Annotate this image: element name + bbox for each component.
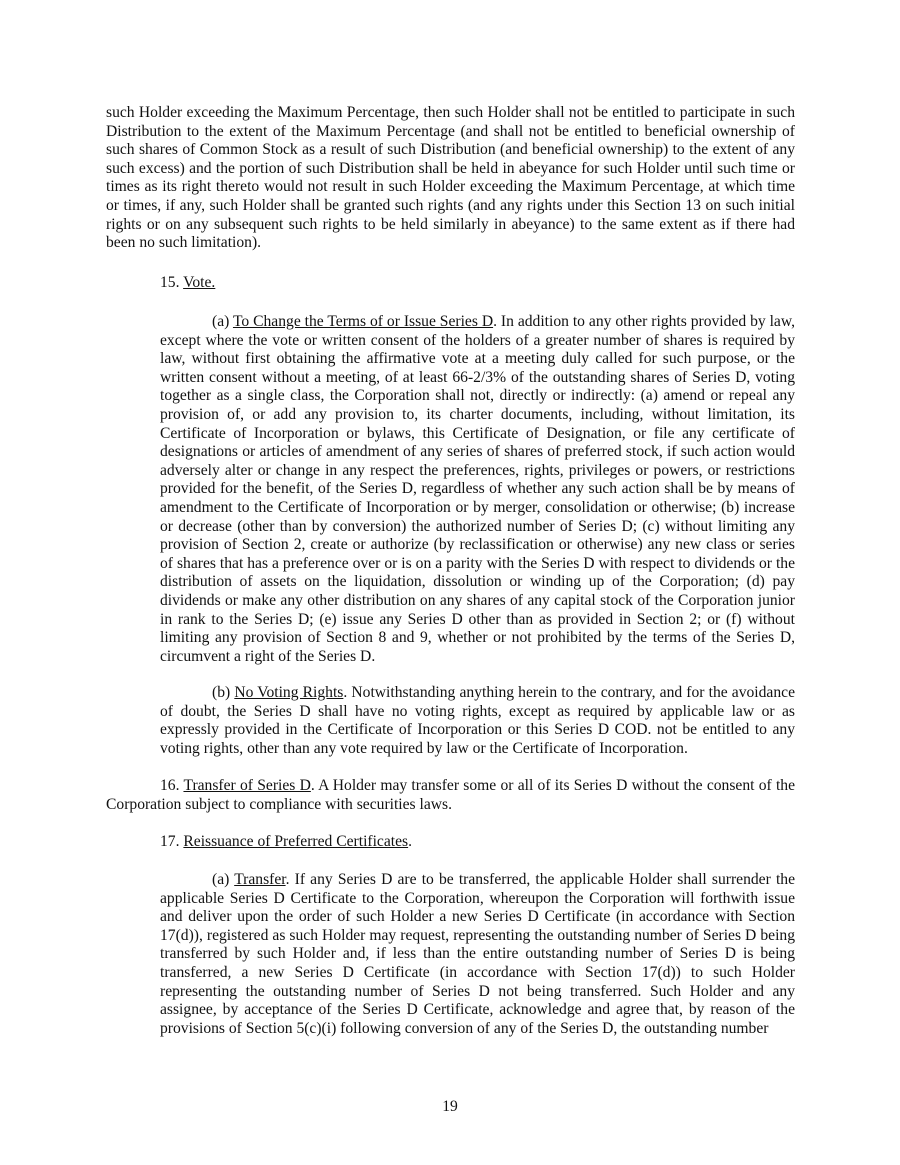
section-16-title: Transfer of Series D [183,777,311,794]
section-15a-text: . In addition to any other rights provided by law, except where the vote or written consent of the holders of a greater number of shares is required by law, without first obtaining the affirmative vote at a meeting duly called for such purpose, or the written consent without a meeting, of at least 66-2/3% of the outstanding shares of Series D, voting together as a single class, the Corporation shall not, directly or indirectly: (a) amend or repeal any provision of, or add any provision to, its charter documents, including, without limitation, its Certificate of Incorporation or bylaws, this Certificate of Designation, or file any certificate of designations or articles of amendment of any series of shares of preferred stock, if such action would adversely alter or change in any respect the preferences, rights, privileges or powers, or restrictions provided for the benefit, of the Series D, regardless of whether any such action shall be by means of amendment to the Certificate of Incorporation or by merger, consolidation or otherwise; (b) increase or decrease (other than by conversion) the authorized number of Series D; (c) without limiting any provision of Section 2, create or authorize (by reclassification or otherwise) any new class or series of shares that has a preference over or is on a parity with the Series D with respect to dividends or the distribution of assets on the liquidation, dissolution or winding up of the Corporation; (d) pay dividends or make any other distribution on any shares of any capital stock of the Corporation junior in rank to the Series D; (e) issue any Series D other than as provided in Section 2; or (f) without limiting any provision of Section 8 and 9, whether or not prohibited by the terms of the Series D, circumvent a right of the Series D. [160,313,795,665]
section-17a-title: Transfer [234,871,286,888]
section-15b-title: No Voting Rights [234,684,344,701]
section-15b-paragraph [160,684,795,758]
section-15-title: Vote. [183,274,216,291]
section-15b-label: (b) [212,684,235,701]
section-15-heading [160,274,215,293]
section-17-title-end: . [408,833,413,850]
page-number: 19 [442,1098,458,1115]
section-17a-label: (a) [212,871,235,888]
section-16-number: 16. [160,777,184,794]
section-15b-text: . Notwithstanding anything herein to the contrary, and for the avoidance of doubt, the Series D shall have no voting rights, except as required by applicable law or as expressly provided in the Certificate of Incorporation or this Series D COD. not be entitled to any voting rights, other than any vote required by law or the Certificate of Incorporation. [160,684,795,757]
section-15a-title: To Change the Terms of or Issue Series D [232,313,494,330]
section-17a-text: . If any Series D are to be transferred, the applicable Holder shall surrender the applicable Series D Certificate to the Corporation, whereupon the Corporation will forthwith issue and deliver upon the order of such Holder a new Series D Certificate (in accordance with Section 17(d)), registered as such Holder may request, representing the outstanding number of Series D being transferred by such Holder and, if less than the entire outstanding number of Series D is being transferred, a new Series D Certificate (in accordance with Section 17(d)) to such Holder representing the outstanding number of Series D not being transferred. Such Holder and any assignee, by acceptance of the Series D Certificate, acknowledge and agree that, by reason of the provisions of Section 5(c)(i) following conversion of any of the Series D, the outstanding number [160,871,795,1037]
section-15-number: 15. [160,274,184,291]
section-17-heading [160,833,412,852]
section-15a-paragraph [160,313,795,666]
section-17-number: 17. [160,833,184,850]
section-17a-paragraph [160,871,795,1038]
intro-paragraph: such Holder exceeding the Maximum Percentage, then such Holder shall not be entitled to participate in such Distribution to the extent of the Maximum Percentage (and shall not be entitled to beneficial ownership of such shares of Common Stock as a result of such Distribution (and beneficial ownership) to the extent of any such excess) and the portion of such Distribution shall be held in abeyance for such Holder until such time or times as its right thereto would not result in such Holder exceeding the Maximum Percentage, at which time or times, if any, such Holder shall be granted such rights (and any rights under this Section 13 on such initial rights or on any subsequent such rights to be held similarly in abeyance) to the same extent as if there had been no such limitation). [106,104,795,252]
section-15a-label: (a) [212,313,233,330]
section-16-text: . A Holder may transfer some or all of its Series D without the consent of the Corporation subject to compliance with securities laws. [106,777,795,813]
section-16-paragraph [106,777,795,814]
section-17-title: Reissuance of Preferred Certificates [183,833,409,850]
